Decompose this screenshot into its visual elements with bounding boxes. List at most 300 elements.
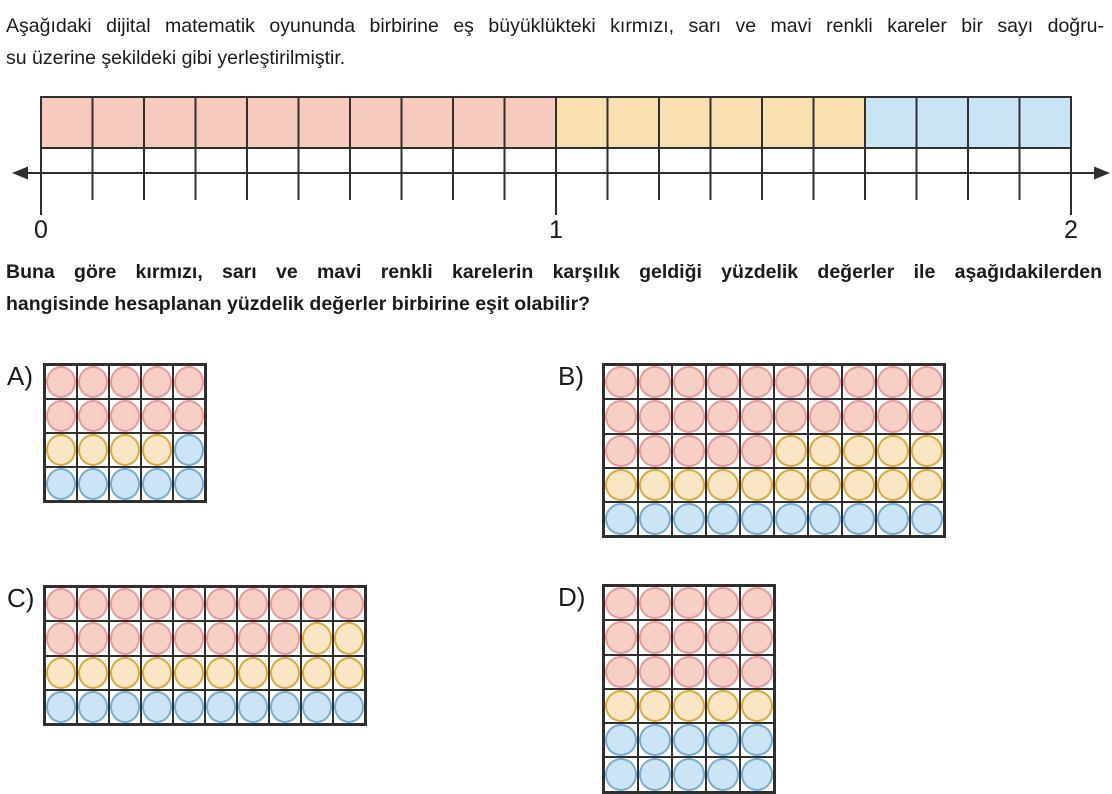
option-a-grid [43, 363, 207, 503]
yellow-circle [809, 435, 841, 467]
red-circle [673, 400, 705, 432]
red-circle [302, 588, 332, 620]
number-line-square [144, 97, 196, 148]
red-circle [911, 366, 943, 398]
grid-cell [910, 434, 944, 468]
number-line-square [1020, 97, 1072, 148]
red-circle [605, 400, 637, 432]
grid-cell [77, 621, 109, 655]
blue-circle [673, 503, 705, 535]
answer-option-d [558, 582, 776, 794]
grid-cell [740, 365, 774, 399]
blue-circle [639, 503, 671, 535]
grid-cell [77, 690, 109, 724]
grid-cell [45, 587, 77, 621]
grid-cell [638, 689, 672, 723]
intro-line-2: su üzerine şekildeki gibi yerleştirilmiştir. [6, 47, 346, 69]
grid-cell [109, 621, 141, 655]
grid-cell [740, 723, 774, 757]
grid-cell [706, 434, 740, 468]
number-line-square [917, 97, 969, 148]
red-circle [142, 588, 172, 620]
grid-cell [706, 502, 740, 536]
blue-circle [142, 691, 172, 723]
red-circle [206, 622, 236, 654]
red-circle [843, 366, 875, 398]
grid-cell [173, 690, 205, 724]
yellow-circle [46, 434, 76, 466]
grid-cell [77, 433, 109, 467]
grid-cell [173, 433, 205, 467]
tick-label: 0 [34, 216, 48, 244]
grid-row [45, 587, 365, 621]
grid-cell [205, 656, 237, 690]
option-c-grid [43, 585, 367, 726]
grid-cell [604, 434, 638, 468]
grid-cell [740, 757, 774, 791]
grid-cell [910, 399, 944, 433]
yellow-circle [605, 469, 637, 501]
grid-cell [205, 621, 237, 655]
grid-cell [638, 655, 672, 689]
grid-row [604, 655, 774, 689]
blue-circle [78, 468, 108, 500]
red-circle [707, 621, 739, 653]
question-text [6, 256, 1102, 320]
grid-cell [740, 655, 774, 689]
red-circle [741, 400, 773, 432]
red-circle [775, 366, 807, 398]
grid-cell [876, 365, 910, 399]
grid-cell [638, 620, 672, 654]
grid-cell [333, 587, 365, 621]
blue-circle [741, 724, 773, 756]
grid-cell [109, 399, 141, 433]
red-circle [238, 622, 268, 654]
grid-cell [706, 723, 740, 757]
grid-cell [672, 502, 706, 536]
option-c-label: C) [7, 583, 35, 613]
number-line-figure [0, 90, 1112, 245]
red-circle [110, 588, 140, 620]
red-circle [142, 366, 172, 398]
grid-cell [774, 468, 808, 502]
grid-cell [638, 434, 672, 468]
number-line-square [865, 97, 917, 148]
grid-cell [45, 656, 77, 690]
tick-label: 1 [549, 216, 563, 244]
grid-cell [672, 399, 706, 433]
grid-cell [808, 365, 842, 399]
blue-circle [605, 758, 637, 790]
grid-cell [774, 434, 808, 468]
grid-cell [45, 621, 77, 655]
grid-cell [45, 467, 77, 501]
option-d-grid [602, 584, 776, 794]
grid-cell [604, 365, 638, 399]
question-line-2: hangisinde hesaplanan yüzdelik değerler birbirine eşit olabilir? [6, 293, 591, 315]
grid-cell [301, 587, 333, 621]
grid-cell [638, 502, 672, 536]
red-circle [174, 588, 204, 620]
grid-row [604, 434, 944, 468]
grid-cell [740, 399, 774, 433]
grid-cell [333, 656, 365, 690]
grid-cell [842, 434, 876, 468]
grid-row [604, 468, 944, 502]
grid-cell [141, 621, 173, 655]
yellow-circle [78, 657, 108, 689]
grid-cell [604, 586, 638, 620]
red-circle [270, 588, 300, 620]
grid-cell [604, 723, 638, 757]
axis-arrow-right-icon [1094, 167, 1110, 180]
grid-cell [808, 502, 842, 536]
red-circle [110, 400, 140, 432]
grid-cell [333, 621, 365, 655]
grid-cell [45, 690, 77, 724]
yellow-circle [741, 690, 773, 722]
blue-circle [775, 503, 807, 535]
grid-cell [205, 587, 237, 621]
grid-cell [141, 399, 173, 433]
grid-cell [672, 620, 706, 654]
blue-circle [639, 758, 671, 790]
grid-cell [269, 690, 301, 724]
blue-circle [877, 503, 909, 535]
grid-cell [45, 433, 77, 467]
yellow-circle [877, 435, 909, 467]
yellow-circle [302, 622, 332, 654]
grid-cell [77, 365, 109, 399]
number-line-square [711, 97, 763, 148]
yellow-circle [877, 469, 909, 501]
grid-cell [638, 399, 672, 433]
red-circle [707, 366, 739, 398]
grid-cell [876, 468, 910, 502]
blue-circle [605, 503, 637, 535]
grid-cell [842, 468, 876, 502]
grid-cell [842, 365, 876, 399]
red-circle [707, 400, 739, 432]
blue-circle [809, 503, 841, 535]
red-circle [174, 366, 204, 398]
grid-cell [808, 434, 842, 468]
red-circle [605, 621, 637, 653]
red-circle [46, 588, 76, 620]
grid-cell [77, 587, 109, 621]
grid-cell [774, 365, 808, 399]
yellow-circle [911, 469, 943, 501]
number-line-square [453, 97, 505, 148]
grid-cell [173, 467, 205, 501]
grid-cell [45, 399, 77, 433]
grid-row [45, 433, 205, 467]
blue-circle [605, 724, 637, 756]
red-circle [334, 588, 364, 620]
grid-cell [910, 365, 944, 399]
grid-cell [876, 502, 910, 536]
grid-cell [269, 621, 301, 655]
grid-cell [706, 468, 740, 502]
red-circle [673, 435, 705, 467]
red-circle [639, 366, 671, 398]
red-circle [911, 400, 943, 432]
number-line-square [505, 97, 557, 148]
yellow-circle [142, 434, 172, 466]
option-a-label: A) [7, 361, 33, 391]
red-circle [605, 366, 637, 398]
option-d-label: D) [558, 582, 586, 612]
red-circle [78, 366, 108, 398]
grid-cell [842, 399, 876, 433]
blue-circle [741, 503, 773, 535]
blue-circle [238, 691, 268, 723]
yellow-circle [270, 657, 300, 689]
grid-cell [740, 620, 774, 654]
blue-circle [707, 758, 739, 790]
red-circle [741, 621, 773, 653]
grid-row [604, 620, 774, 654]
grid-cell [604, 689, 638, 723]
red-circle [741, 366, 773, 398]
grid-cell [740, 502, 774, 536]
red-circle [142, 400, 172, 432]
grid-cell [77, 399, 109, 433]
yellow-circle [673, 690, 705, 722]
yellow-circle [238, 657, 268, 689]
grid-cell [301, 621, 333, 655]
blue-circle [707, 724, 739, 756]
yellow-circle [707, 690, 739, 722]
number-line-square [299, 97, 351, 148]
blue-circle [174, 691, 204, 723]
answer-option-a [7, 361, 207, 503]
red-circle [877, 366, 909, 398]
grid-cell [638, 723, 672, 757]
yellow-circle [605, 690, 637, 722]
red-circle [46, 400, 76, 432]
tick-label: 2 [1064, 216, 1078, 244]
grid-cell [808, 468, 842, 502]
red-circle [741, 435, 773, 467]
axis-arrow-left-icon [12, 167, 28, 180]
red-circle [110, 366, 140, 398]
yellow-circle [843, 435, 875, 467]
grid-cell [109, 467, 141, 501]
red-circle [639, 435, 671, 467]
grid-cell [237, 587, 269, 621]
intro-text [6, 10, 1104, 74]
answer-option-b [558, 361, 946, 538]
red-circle [78, 400, 108, 432]
grid-cell [333, 690, 365, 724]
yellow-circle [809, 469, 841, 501]
grid-cell [672, 434, 706, 468]
grid-cell [808, 399, 842, 433]
number-line-square [968, 97, 1020, 148]
grid-cell [237, 656, 269, 690]
red-circle [206, 588, 236, 620]
grid-cell [77, 467, 109, 501]
grid-cell [638, 586, 672, 620]
grid-cell [269, 656, 301, 690]
yellow-circle [46, 657, 76, 689]
blue-circle [334, 691, 364, 723]
yellow-circle [142, 657, 172, 689]
grid-cell [672, 723, 706, 757]
blue-circle [843, 503, 875, 535]
yellow-circle [110, 657, 140, 689]
grid-cell [706, 586, 740, 620]
grid-cell [672, 655, 706, 689]
red-circle [46, 366, 76, 398]
blue-circle [110, 691, 140, 723]
grid-cell [173, 621, 205, 655]
grid-row [45, 467, 205, 501]
number-line-square [196, 97, 248, 148]
grid-cell [237, 621, 269, 655]
option-b-grid [602, 363, 946, 538]
grid-cell [672, 689, 706, 723]
red-circle [605, 587, 637, 619]
red-circle [639, 400, 671, 432]
red-circle [605, 656, 637, 688]
blue-circle [174, 434, 204, 466]
red-circle [270, 622, 300, 654]
blue-circle [639, 724, 671, 756]
yellow-circle [639, 469, 671, 501]
number-line-square [814, 97, 866, 148]
number-line-square [41, 97, 93, 148]
grid-cell [842, 502, 876, 536]
blue-circle [46, 691, 76, 723]
grid-row [604, 757, 774, 791]
grid-cell [604, 399, 638, 433]
grid-cell [173, 365, 205, 399]
yellow-circle [174, 657, 204, 689]
grid-cell [604, 757, 638, 791]
yellow-circle [334, 657, 364, 689]
intro-line-1: Aşağıdaki dijital matematik oyununda birbirine eş büyüklükteki kırmızı, sarı ve mavi renkli kareler bir sayı doğru- [6, 15, 1104, 37]
grid-cell [109, 656, 141, 690]
grid-cell [910, 502, 944, 536]
grid-cell [109, 690, 141, 724]
red-circle [673, 621, 705, 653]
grid-cell [638, 365, 672, 399]
grid-cell [672, 757, 706, 791]
number-line-square [659, 97, 711, 148]
grid-cell [301, 656, 333, 690]
blue-circle [911, 503, 943, 535]
blue-circle [673, 724, 705, 756]
blue-circle [270, 691, 300, 723]
yellow-circle [707, 469, 739, 501]
grid-cell [740, 468, 774, 502]
grid-cell [141, 467, 173, 501]
grid-cell [774, 502, 808, 536]
yellow-circle [78, 434, 108, 466]
blue-circle [46, 468, 76, 500]
grid-cell [876, 434, 910, 468]
yellow-circle [110, 434, 140, 466]
grid-cell [109, 587, 141, 621]
yellow-circle [741, 469, 773, 501]
blue-circle [110, 468, 140, 500]
red-circle [707, 435, 739, 467]
blue-circle [673, 758, 705, 790]
grid-cell [77, 656, 109, 690]
grid-cell [638, 757, 672, 791]
red-circle [877, 400, 909, 432]
red-circle [142, 622, 172, 654]
blue-circle [206, 691, 236, 723]
grid-cell [706, 655, 740, 689]
number-line-square [402, 97, 454, 148]
blue-circle [302, 691, 332, 723]
answer-option-c [7, 583, 367, 726]
grid-cell [706, 399, 740, 433]
grid-cell [604, 620, 638, 654]
grid-cell [45, 365, 77, 399]
number-line-square [93, 97, 145, 148]
red-circle [707, 656, 739, 688]
grid-cell [141, 690, 173, 724]
red-circle [174, 400, 204, 432]
grid-cell [774, 399, 808, 433]
red-circle [775, 400, 807, 432]
grid-row [604, 689, 774, 723]
grid-row [45, 656, 365, 690]
grid-row [604, 399, 944, 433]
grid-cell [141, 587, 173, 621]
grid-row [45, 399, 205, 433]
grid-cell [173, 399, 205, 433]
grid-cell [740, 434, 774, 468]
red-circle [741, 656, 773, 688]
number-line-square [762, 97, 814, 148]
red-circle [673, 366, 705, 398]
grid-cell [173, 656, 205, 690]
yellow-circle [775, 435, 807, 467]
red-circle [639, 656, 671, 688]
grid-cell [173, 587, 205, 621]
red-circle [843, 400, 875, 432]
grid-cell [301, 690, 333, 724]
red-circle [639, 587, 671, 619]
grid-cell [876, 399, 910, 433]
red-circle [78, 622, 108, 654]
grid-cell [237, 690, 269, 724]
red-circle [809, 366, 841, 398]
blue-circle [174, 468, 204, 500]
grid-cell [706, 365, 740, 399]
yellow-circle [843, 469, 875, 501]
grid-cell [269, 587, 301, 621]
yellow-circle [206, 657, 236, 689]
grid-cell [604, 468, 638, 502]
grid-cell [740, 586, 774, 620]
red-circle [605, 435, 637, 467]
grid-cell [604, 502, 638, 536]
grid-cell [205, 690, 237, 724]
red-circle [238, 588, 268, 620]
question-line-1: Buna göre kırmızı, sarı ve mavi renkli karelerin karşılık geldiği yüzdelik değerler ile aşağıdakilerden [6, 261, 1102, 283]
red-circle [673, 587, 705, 619]
grid-cell [672, 365, 706, 399]
yellow-circle [775, 469, 807, 501]
grid-cell [672, 468, 706, 502]
